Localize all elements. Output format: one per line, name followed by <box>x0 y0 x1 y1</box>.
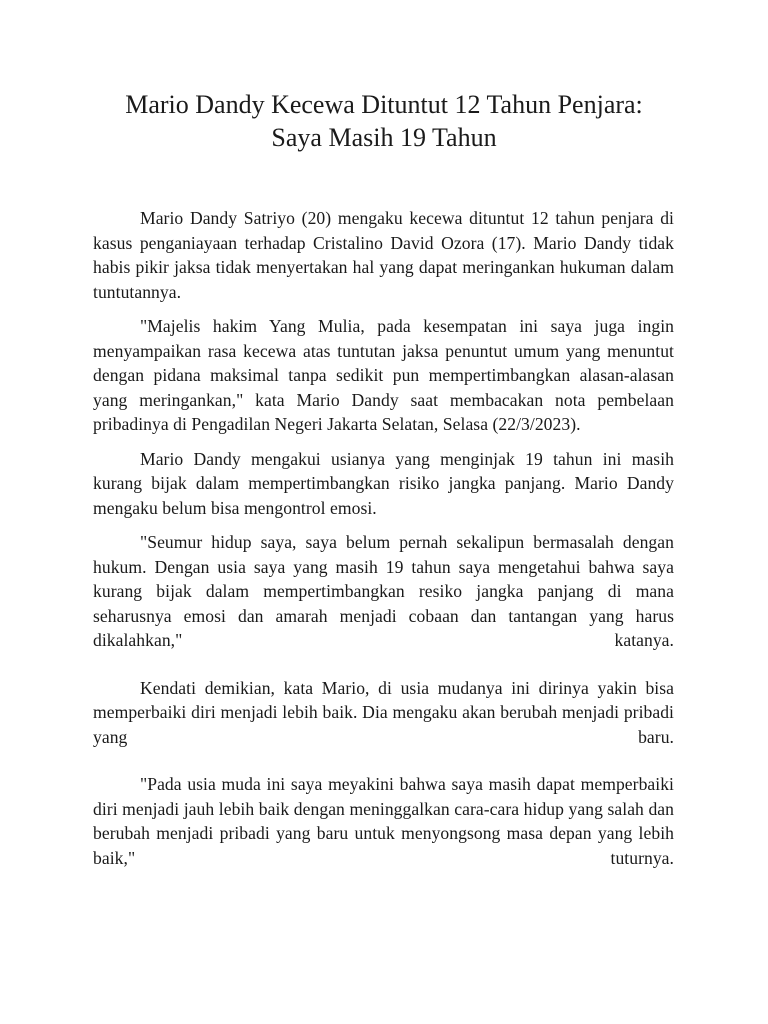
article-body <box>93 206 674 880</box>
title-line-2: Saya Masih 19 Tahun <box>271 123 497 152</box>
document-title <box>60 88 708 154</box>
paragraph-4: "Seumur hidup saya, saya belum pernah sekalipun bermasalah dengan hukum. Dengan usia saya yang masih 19 tahun saya mengetahui bahwa saya kurang bijak dalam mempertimbangkan resiko jangka panjang di mana seharusnya emosi dan amarah menjadi cobaan dan tantangan yang harus dikalahkan," katanya. <box>93 532 674 650</box>
paragraph-3: Mario Dandy mengakui usianya yang menginjak 19 tahun ini masih kurang bijak dalam mempertimbangkan risiko jangka panjang. Mario Dandy mengaku belum bisa mengontrol emosi. <box>93 448 674 518</box>
title-line-1: Mario Dandy Kecewa Dituntut 12 Tahun Penjara: <box>125 90 643 119</box>
paragraph-6: "Pada usia muda ini saya meyakini bahwa saya masih dapat memperbaiki diri menjadi jauh lebih baik dengan meninggalkan cara-cara hidup yang salah dan berubah menjadi pribadi yang baru untuk menyongsong masa depan yang lebih baik," tuturnya. <box>93 774 674 868</box>
paragraph-1: Mario Dandy Satriyo (20) mengaku kecewa dituntut 12 tahun penjara di kasus penganiayaan terhadap Cristalino David Ozora (17). Mario Dandy tidak habis pikir jaksa tidak menyertakan hal yang dapat meringankan hukuman dalam tuntutannya. <box>93 208 674 302</box>
paragraph-2: "Majelis hakim Yang Mulia, pada kesempatan ini saya juga ingin menyampaikan rasa kecewa atas tuntutan jaksa penuntut umum yang menuntut dengan pidana maksimal tanpa sedikit pun mempertimbangkan alasan-alasan yang meringankan," kata Mario Dandy saat membacakan nota pembelaan pribadinya di Pengadilan Negeri Jakarta Selatan, Selasa (22/3/2023). <box>93 316 674 434</box>
paragraph-5: Kendati demikian, kata Mario, di usia mudanya ini dirinya yakin bisa memperbaiki diri menjadi lebih baik. Dia mengaku akan berubah menjadi pribadi yang baru. <box>93 677 674 747</box>
